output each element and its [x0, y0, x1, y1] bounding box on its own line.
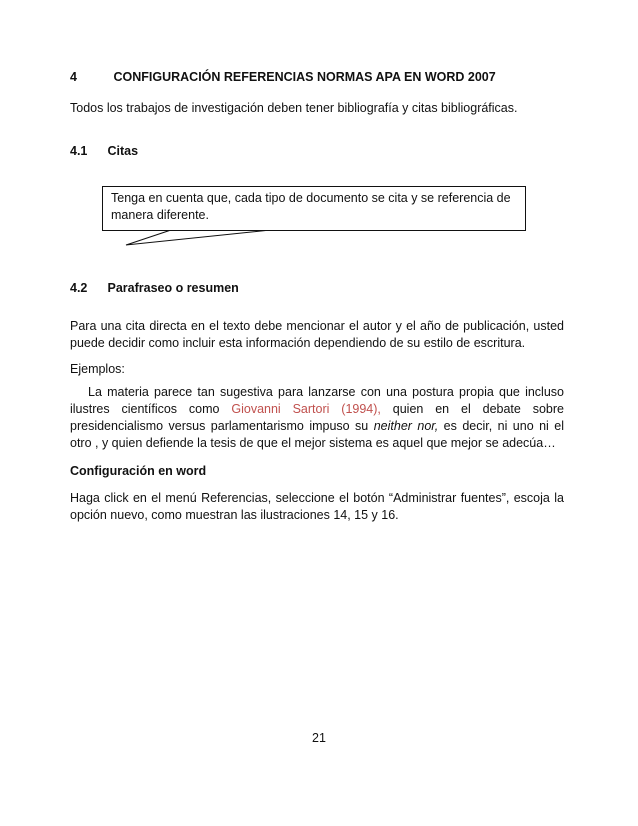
intro-paragraph: Todos los trabajos de investigación deben tener bibliografía y citas bibliográficas.: [70, 101, 518, 115]
chapter-heading: [70, 70, 570, 84]
example-line-1: La materia parece tan sugestiva para lanzarse con una postura propia que incluso: [88, 385, 564, 399]
section-heading-parafraseo: [70, 281, 239, 295]
example-line-2: ilustres científicos como Giovanni Sartori (1994), quien en el debate sobre: [70, 402, 564, 416]
ejemplos-label: Ejemplos:: [70, 362, 125, 376]
config-heading: Configuración en word: [70, 464, 207, 478]
section-title: Parafraseo o resumen: [107, 281, 239, 295]
config-line-2: opción nuevo, como muestran las ilustraciones 14, 15 y 16.: [70, 508, 399, 522]
page-number: 21: [312, 731, 326, 745]
example-line-4: otro , y quien defiende la tesis de que el mejor sistema es aquel que mejor se adecúa…: [70, 436, 556, 450]
callout-line-1: Tenga en cuenta que, cada tipo de documento se cita y se referencia de: [111, 191, 511, 205]
chapter-title: CONFIGURACIÓN REFERENCIAS NORMAS APA EN WORD 2007: [113, 70, 496, 84]
example-line-3: presidencialismo versus parlamentarismo impuso su neither nor, es decir, ni uno ni el: [70, 419, 564, 433]
italic-phrase: neither nor,: [373, 419, 439, 433]
section-title: Citas: [107, 144, 139, 158]
cita-line-1: Para una cita directa en el texto debe mencionar el autor y el año de publicación, usted: [70, 319, 564, 333]
chapter-number: 4: [70, 70, 77, 84]
callout-box: [102, 186, 526, 231]
callout-line-2: manera diferente.: [111, 208, 209, 222]
section-heading-citas: [70, 144, 138, 158]
config-paragraph: [70, 490, 564, 524]
cita-paragraph: [70, 318, 564, 352]
section-number: 4.1: [70, 144, 88, 158]
config-line-1: Haga click en el menú Referencias, seleccione el botón “Administrar fuentes”, escoja la: [70, 491, 564, 505]
cita-line-2: puede decidir como incluir esta información dependiendo de su estilo de escritura.: [70, 336, 526, 350]
author-citation: Giovanni Sartori (1994),: [231, 402, 381, 416]
example-quote: [70, 384, 564, 452]
section-number: 4.2: [70, 281, 88, 295]
